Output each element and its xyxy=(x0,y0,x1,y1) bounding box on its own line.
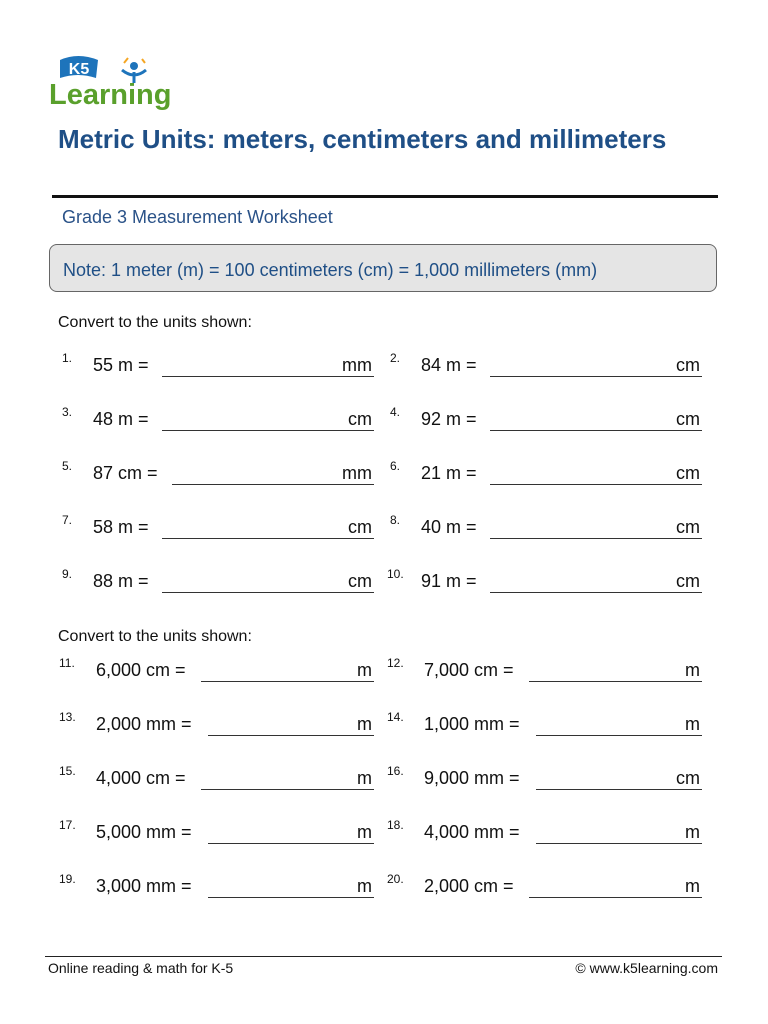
note-box: Note: 1 meter (m) = 100 centimeters (cm) = 1,000 millimeters (mm) xyxy=(49,244,717,292)
answer-blank[interactable] xyxy=(162,568,374,593)
answer-unit: cm xyxy=(676,355,700,375)
problem-1 xyxy=(62,351,374,381)
answer-unit: m xyxy=(685,876,700,896)
answer-blank[interactable] xyxy=(162,352,374,377)
problem-expression: 58 m = xyxy=(93,517,149,537)
problem-4 xyxy=(390,405,702,435)
answer-unit: m xyxy=(357,714,372,734)
section-2-instruction: Convert to the units shown: xyxy=(58,628,252,645)
answer-unit: cm xyxy=(348,409,372,429)
problem-expression: 88 m = xyxy=(93,571,149,591)
problem-expression: 4,000 cm = xyxy=(96,768,186,788)
footer-tagline: Online reading & math for K-5 xyxy=(48,960,234,976)
problem-number: 8. xyxy=(390,513,401,527)
problem-14 xyxy=(387,710,702,740)
problem-number: 2. xyxy=(390,351,401,365)
problem-number: 11. xyxy=(59,656,75,670)
problem-expression: 21 m = xyxy=(421,463,477,483)
logo-badge-text: K5 xyxy=(68,61,90,78)
answer-blank[interactable] xyxy=(490,352,702,377)
answer-unit: m xyxy=(685,714,700,734)
problem-expression: 3,000 mm = xyxy=(96,876,192,896)
problem-7 xyxy=(62,513,374,543)
problem-expression: 1,000 mm = xyxy=(424,714,520,734)
answer-unit: cm xyxy=(676,517,700,537)
answer-blank[interactable] xyxy=(536,819,702,844)
problem-number: 18. xyxy=(387,818,404,832)
problem-16 xyxy=(387,764,702,794)
problem-expression: 55 m = xyxy=(93,355,149,375)
problem-20 xyxy=(387,872,702,902)
problem-expression: 6,000 cm = xyxy=(96,660,186,680)
problem-10 xyxy=(387,567,702,597)
answer-unit: mm xyxy=(342,355,372,375)
answer-blank[interactable] xyxy=(536,711,702,736)
problem-17 xyxy=(59,818,374,848)
problem-number: 14. xyxy=(387,710,404,724)
problem-8 xyxy=(390,513,702,543)
problem-expression: 84 m = xyxy=(421,355,477,375)
answer-unit: cm xyxy=(348,517,372,537)
answer-blank[interactable] xyxy=(201,657,374,682)
problem-number: 3. xyxy=(62,405,73,419)
problem-number: 19. xyxy=(59,872,76,886)
logo-word: Learning xyxy=(49,79,172,111)
answer-blank[interactable] xyxy=(490,514,702,539)
problem-number: 20. xyxy=(387,872,404,886)
problem-expression: 9,000 mm = xyxy=(424,768,520,788)
problem-13 xyxy=(59,710,374,740)
problem-expression: 40 m = xyxy=(421,517,477,537)
problem-number: 17. xyxy=(59,818,76,832)
answer-blank[interactable] xyxy=(208,711,374,736)
problem-number: 6. xyxy=(390,459,401,473)
answer-unit: cm xyxy=(676,409,700,429)
problem-expression: 2,000 mm = xyxy=(96,714,192,734)
problem-number: 10. xyxy=(387,567,404,581)
answer-blank[interactable] xyxy=(490,406,702,431)
answer-blank[interactable] xyxy=(208,819,374,844)
logo-figure-head xyxy=(130,62,138,70)
problem-15 xyxy=(59,764,374,794)
problem-number: 1. xyxy=(62,351,73,365)
problem-number: 16. xyxy=(387,764,404,778)
answer-unit: m xyxy=(357,876,372,896)
problem-expression: 7,000 cm = xyxy=(424,660,514,680)
problem-18 xyxy=(387,818,702,848)
problem-2 xyxy=(390,351,702,381)
problem-5 xyxy=(62,459,374,489)
answer-unit: cm xyxy=(676,571,700,591)
problem-expression: 91 m = xyxy=(421,571,477,591)
footer-website-link[interactable]: © www.k5learning.com xyxy=(575,960,718,976)
problem-number: 15. xyxy=(59,764,76,778)
worksheet-subtitle: Grade 3 Measurement Worksheet xyxy=(62,207,333,227)
problem-3 xyxy=(62,405,374,435)
problem-9 xyxy=(62,567,374,597)
problem-number: 12. xyxy=(387,656,404,670)
answer-unit: cm xyxy=(676,463,700,483)
answer-blank[interactable] xyxy=(536,765,702,790)
problem-19 xyxy=(59,872,374,902)
answer-blank[interactable] xyxy=(208,873,374,898)
answer-unit: m xyxy=(357,768,372,788)
answer-unit: mm xyxy=(342,463,372,483)
answer-unit: m xyxy=(357,660,372,680)
problem-number: 4. xyxy=(390,405,401,419)
answer-blank[interactable] xyxy=(490,460,702,485)
answer-blank[interactable] xyxy=(529,657,702,682)
answer-unit: m xyxy=(685,822,700,842)
problem-number: 9. xyxy=(62,567,73,581)
answer-blank[interactable] xyxy=(162,406,374,431)
title-divider xyxy=(52,195,718,198)
answer-blank[interactable] xyxy=(529,873,702,898)
answer-unit: cm xyxy=(348,571,372,591)
answer-blank[interactable] xyxy=(172,460,374,485)
problem-expression: 92 m = xyxy=(421,409,477,429)
page-title: Metric Units: meters, centimeters and millimeters xyxy=(58,124,667,154)
problem-expression: 4,000 mm = xyxy=(424,822,520,842)
problem-6 xyxy=(390,459,702,489)
answer-unit: cm xyxy=(676,768,700,788)
answer-blank[interactable] xyxy=(490,568,702,593)
problem-expression: 87 cm = xyxy=(93,463,158,483)
k5-learning-logo xyxy=(48,50,188,112)
problem-11 xyxy=(59,656,374,686)
problem-number: 5. xyxy=(62,459,73,473)
problem-expression: 48 m = xyxy=(93,409,149,429)
problem-12 xyxy=(387,656,702,686)
problem-expression: 2,000 cm = xyxy=(424,876,514,896)
answer-unit: m xyxy=(685,660,700,680)
section-1-instruction: Convert to the units shown: xyxy=(58,314,252,331)
footer-divider xyxy=(45,956,722,957)
answer-blank[interactable] xyxy=(201,765,374,790)
answer-unit: m xyxy=(357,822,372,842)
answer-blank[interactable] xyxy=(162,514,374,539)
problem-expression: 5,000 mm = xyxy=(96,822,192,842)
problem-number: 7. xyxy=(62,513,73,527)
problem-number: 13. xyxy=(59,710,76,724)
